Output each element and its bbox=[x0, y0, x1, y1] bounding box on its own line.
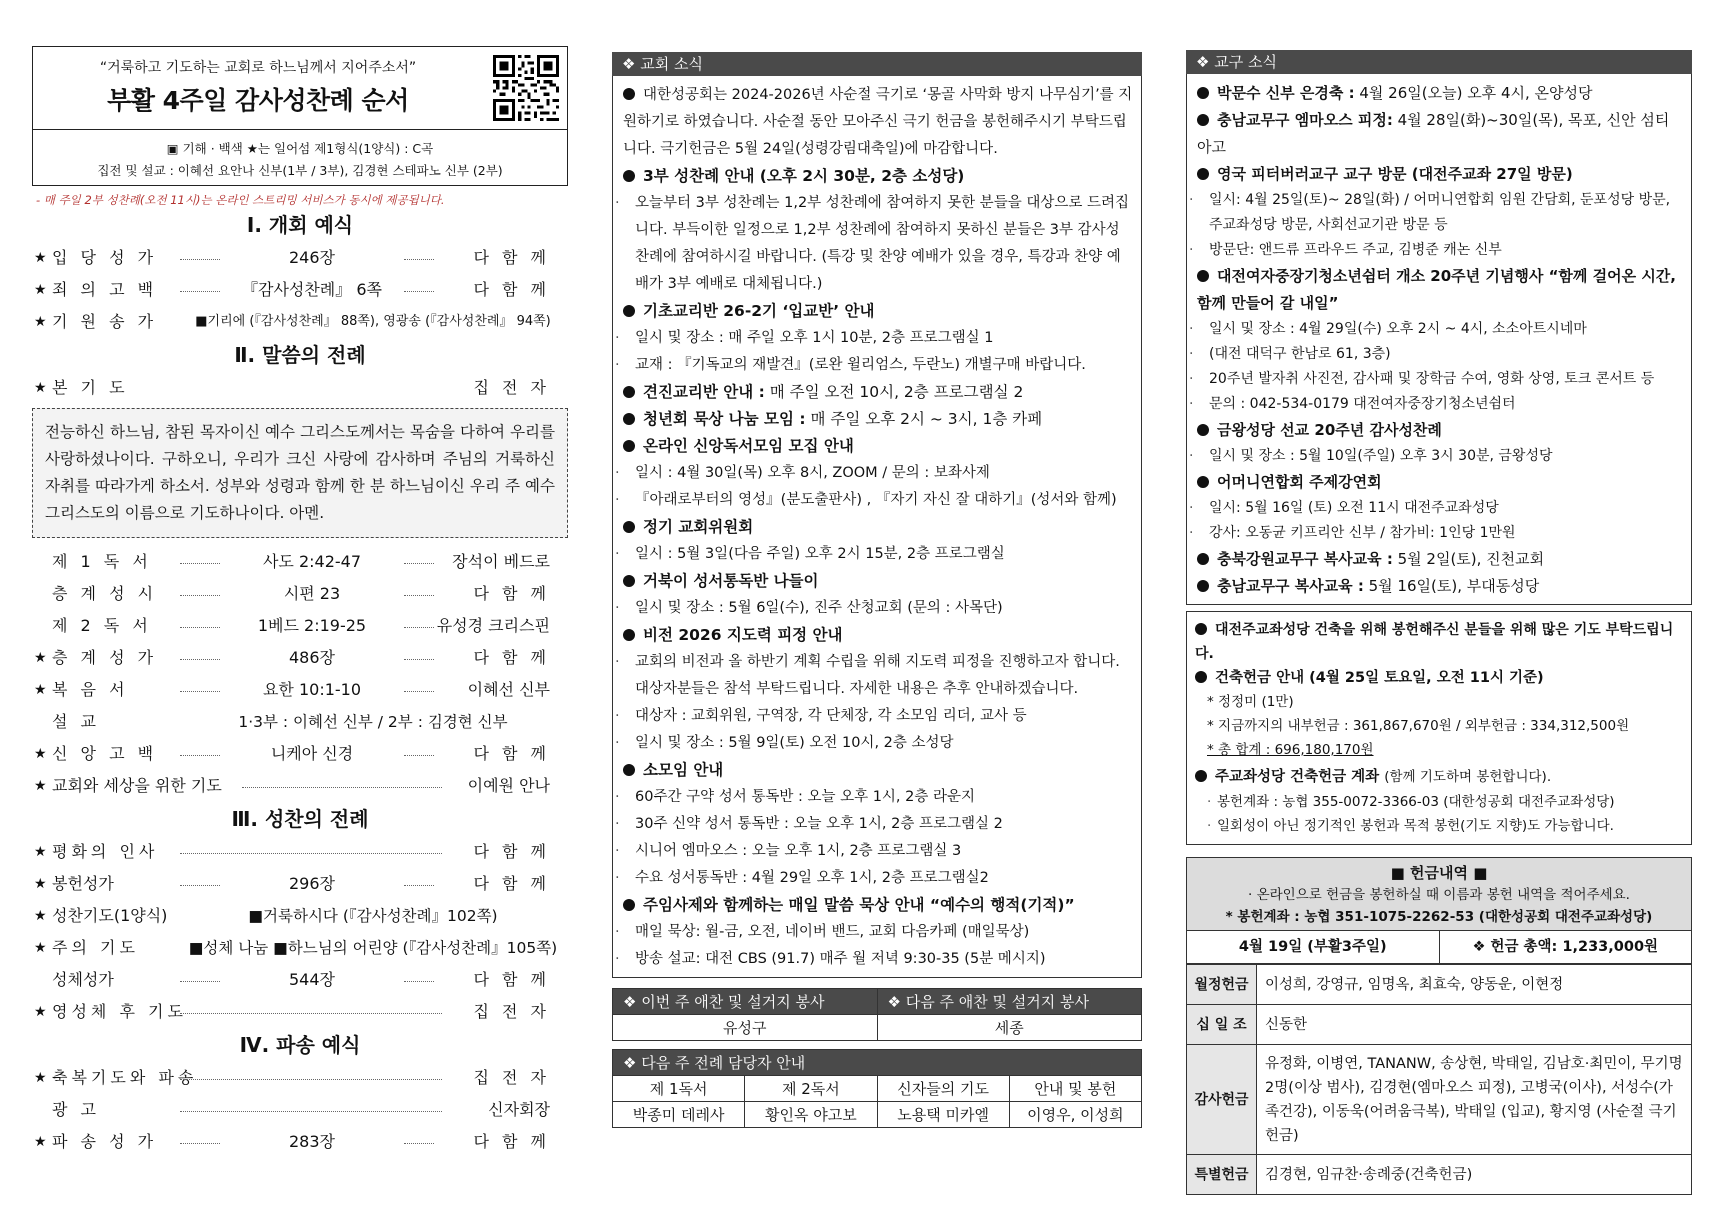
news-heading bbox=[623, 379, 1133, 406]
order-item-name: 교회와 세상을 위한 기도 bbox=[52, 776, 222, 795]
news-detail: 매 주일 오전 10시, 2층 프로그램실 2 bbox=[764, 383, 1024, 401]
account-line: · 봉헌계좌 : 농협 355-0072-3366-03 (대한성공회 대전주교좌성당) bbox=[1207, 794, 1615, 810]
diocese-news-header: ❖ 교구 소식 bbox=[1186, 50, 1692, 74]
order-item-name: 입 당 성 가 bbox=[52, 248, 158, 267]
standing-star-icon: ★ bbox=[34, 1070, 47, 1086]
news-heading bbox=[1197, 546, 1683, 573]
order-row bbox=[32, 610, 568, 642]
offering-label: 감사헌금 bbox=[1187, 1045, 1257, 1155]
news-heading bbox=[623, 406, 1133, 433]
building-fund-heading bbox=[1195, 666, 1683, 690]
order-item-leader: 다 함 께 bbox=[473, 744, 550, 763]
order-item-leader: 신자회장 bbox=[488, 1100, 550, 1119]
news-heading bbox=[623, 568, 1133, 595]
leader-dots bbox=[404, 755, 434, 756]
news-title: 박문수 신부 은경축 : bbox=[1217, 84, 1355, 102]
motto: “거룩하고 기도하는 교회로 하느님께서 지어주소서” bbox=[99, 60, 417, 76]
order-item-name: 영성체 후 기도 bbox=[52, 1002, 187, 1021]
news-line: · 방송 설교: 대전 CBS (91.7) 매주 월 저녁 9:30-35 (5분 메시지) bbox=[615, 951, 1046, 967]
order-item-leader: 집 전 자 bbox=[473, 378, 550, 397]
diocese-column bbox=[1186, 50, 1692, 1195]
order-item-leader: 다 함 께 bbox=[473, 280, 550, 299]
news-line: · 일시: 4월 25일(토)~ 28일(화) / 어머니연합회 임원 간담회, 둔포성당 방문, 주교좌성당 방문, 사회선교기관 방문 등 bbox=[1189, 192, 1671, 233]
bullet-icon bbox=[623, 88, 635, 100]
bullet-icon bbox=[1197, 580, 1209, 592]
order-item-name: 성체성가 bbox=[52, 970, 114, 989]
news-title: 영국 피터버러교구 교구 방문 (대전주교좌 27일 방문) bbox=[1217, 165, 1573, 183]
news-heading bbox=[1197, 469, 1683, 496]
order-item-name: 설 교 bbox=[52, 712, 100, 731]
section-title-3: Ⅲ. 성찬의 전례 bbox=[231, 807, 369, 831]
leader-dots bbox=[180, 595, 220, 596]
leader-dots bbox=[180, 755, 220, 756]
standing-star-icon: ★ bbox=[34, 746, 47, 762]
order-item-name: 주의 기도 bbox=[52, 938, 139, 957]
leader-dots bbox=[180, 981, 220, 982]
section-2-rows bbox=[32, 546, 568, 802]
news-line: · 30주 신약 성서 통독반 : 오늘 오후 1시, 2층 프로그램실 2 bbox=[615, 816, 1003, 832]
news-heading bbox=[623, 757, 1133, 784]
order-item-name: 기 원 송 가 bbox=[52, 312, 158, 331]
next-week-roles-table bbox=[612, 1049, 1142, 1128]
church-news-column bbox=[612, 52, 1142, 1128]
bullet-icon bbox=[1195, 623, 1207, 635]
order-row bbox=[32, 932, 568, 964]
order-item-detail: ■거룩하시다 (『감사성찬례』102쪽) bbox=[248, 907, 498, 925]
order-row bbox=[32, 674, 568, 706]
fund-line: * 지금까지의 내부헌금 : 361,867,670원 / 외부헌금 : 334,312,500원 bbox=[1207, 718, 1630, 734]
leader-dots bbox=[242, 787, 442, 788]
stream-note: - 매 주일 2부 성찬례(오전 11시)는 온라인 스트리밍 서비스가 동시에 제공됩니다. bbox=[36, 193, 445, 207]
offering-table bbox=[1186, 964, 1692, 1195]
news-detail: 매 주일 오후 2시 ~ 3시, 1층 카페 bbox=[805, 410, 1043, 428]
order-row bbox=[32, 306, 568, 338]
leader-dots bbox=[404, 627, 434, 628]
news-line: · 수요 성서통독반 : 4월 29일 오후 1시, 2층 프로그램실2 bbox=[615, 870, 989, 886]
news-detail: 4월 26일(오늘) 오후 4시, 온양성당 bbox=[1354, 84, 1593, 102]
news-heading bbox=[1197, 107, 1683, 161]
info-line-1: ▣ 기해 · 백색 ★는 일어섬 제1형식(1양식) : C곡 bbox=[166, 141, 434, 156]
collect-prayer: 전능하신 하느님, 참된 목자이신 예수 그리스도께서는 목숨을 다하여 우리를 사랑하셨나이다. 구하오니, 우리가 크신 사랑에 감사하며 주님의 거룩하신 자취를 따라가게 하소서. 성부와 성령과 함께 한 분 하느님이신 우리 주 예수 그리스도의 이름으로 기도하나이다. 아멘. bbox=[32, 408, 568, 538]
news-detail: 5월 2일(토), 진천교회 bbox=[1392, 550, 1545, 568]
offering-label: 십 일 조 bbox=[1187, 1005, 1257, 1045]
offering-label: 특별헌금 bbox=[1187, 1155, 1257, 1195]
order-item-leader: 다 함 께 bbox=[473, 970, 550, 989]
role-header: 제 1독서 bbox=[613, 1076, 745, 1102]
leader-dots bbox=[404, 1143, 434, 1144]
offering-names: 이성희, 강영규, 임명옥, 최효숙, 양동운, 이현정 bbox=[1257, 965, 1692, 1005]
order-row bbox=[32, 546, 568, 578]
order-item-leader: 다 함 께 bbox=[473, 874, 550, 893]
title-box bbox=[32, 46, 568, 130]
altar-duty-table bbox=[612, 988, 1142, 1041]
news-title: 대한성공회는 2024-2026년 사순절 극기로 ‘몽골 사막화 방지 나무심기’를 지원하기로 하였습니다. 사순절 동안 모아주신 극기 헌금을 봉헌해주시기 부탁드립니다. 극기헌금은 5월 24일(성령강림대축일)에 마감합니다. bbox=[623, 87, 1133, 157]
page-title: 부활 4주일 감사성찬례 순서 bbox=[107, 86, 409, 115]
order-column bbox=[32, 46, 568, 1158]
order-row bbox=[32, 578, 568, 610]
building-fund-title: 건축헌금 안내 bbox=[1215, 670, 1305, 686]
offering-account: * 봉헌계좌 : 농협 351-1075-2262-53 (대한성공회 대전주교좌성당) bbox=[1225, 909, 1653, 925]
standing-star-icon: ★ bbox=[34, 908, 47, 924]
order-item-detail: 1·3부 : 이혜선 신부 / 2부 : 김경현 신부 bbox=[238, 713, 508, 731]
order-item-name: 평화의 인사 bbox=[52, 842, 159, 861]
role-header: 신자들의 기도 bbox=[877, 1076, 1009, 1102]
order-item-name: 복 음 서 bbox=[52, 680, 129, 699]
order-item-leader: 유성경 크리스핀 bbox=[436, 616, 550, 635]
offering-title: ■ 헌금내역 ■ bbox=[1390, 864, 1488, 882]
leader-dots bbox=[180, 291, 220, 292]
leader-dots bbox=[180, 691, 220, 692]
role-header: 안내 및 봉헌 bbox=[1009, 1076, 1141, 1102]
order-item-detail: 246장 bbox=[289, 248, 335, 267]
news-title: 충남교무구 엠마오스 피정: bbox=[1217, 111, 1393, 129]
next-week-duty: 세종 bbox=[877, 1015, 1142, 1041]
order-item-detail: ■성체 나눔 ■하느님의 어린양 (『감사성찬례』105쪽) bbox=[188, 939, 558, 957]
news-title: 충남교무구 복사교육 : bbox=[1217, 577, 1364, 595]
order-row bbox=[32, 706, 568, 738]
offering-label: 월정헌금 bbox=[1187, 965, 1257, 1005]
leader-dots bbox=[180, 853, 442, 854]
order-row bbox=[32, 868, 568, 900]
news-title: 정기 교회위원회 bbox=[643, 518, 754, 536]
news-heading bbox=[1197, 417, 1683, 444]
news-heading bbox=[623, 514, 1133, 541]
church-news-header: ❖ 교회 소식 bbox=[612, 52, 1142, 76]
role-person: 박종미 데레사 bbox=[613, 1102, 745, 1128]
order-item-detail: 요한 10:1-10 bbox=[262, 680, 362, 699]
bullet-icon bbox=[1195, 671, 1207, 683]
order-row bbox=[32, 900, 568, 932]
news-line: · 『아래로부터의 영성』(분도출판사) , 『자기 자신 잘 대하기』(성서와 함께) bbox=[615, 492, 1117, 508]
news-line: · (대전 대덕구 한남로 61, 3층) bbox=[1189, 346, 1391, 362]
standing-star-icon: ★ bbox=[34, 1134, 47, 1150]
order-item-name: 죄 의 고 백 bbox=[52, 280, 158, 299]
leader-dots bbox=[404, 563, 434, 564]
news-title: 견진교리반 안내 : bbox=[643, 383, 765, 401]
next-week-roles-title: ❖ 다음 주 전례 담당자 안내 bbox=[613, 1050, 1142, 1076]
order-item-name: 파 송 성 가 bbox=[52, 1132, 158, 1151]
news-line: · 일시 및 장소 : 매 주일 오후 1시 10분, 2층 프로그램실 1 bbox=[615, 330, 994, 346]
order-item-leader: 다 함 께 bbox=[473, 842, 550, 861]
building-fund-date: (4월 25일 토요일, 오전 11시 기준) bbox=[1309, 670, 1544, 686]
order-row bbox=[32, 738, 568, 770]
order-item-detail: 1베드 2:19-25 bbox=[257, 616, 367, 635]
news-line: · 일시: 5월 16일 (토) 오전 11시 대전주교좌성당 bbox=[1189, 500, 1499, 516]
offering-summary bbox=[1187, 930, 1691, 963]
order-item-detail: 544장 bbox=[289, 970, 335, 989]
news-line: · 시니어 엠마오스 : 오늘 오후 1시, 2층 프로그램실 3 bbox=[615, 843, 962, 859]
news-heading bbox=[1197, 80, 1683, 107]
bullet-icon bbox=[1197, 168, 1209, 180]
news-title: 충북강원교무구 복사교육 : bbox=[1217, 550, 1393, 568]
order-item-detail: 『감사성찬례』 6쪽 bbox=[241, 280, 382, 299]
bullet-icon bbox=[623, 521, 635, 533]
news-line: · 일시 및 장소 : 5월 10일(주일) 오후 3시 30분, 금왕성당 bbox=[1189, 448, 1553, 464]
news-line: · 60주간 구약 성서 통독반 : 오늘 오후 1시, 2층 라운지 bbox=[615, 789, 976, 805]
order-item-name: 축복기도와 파송 bbox=[52, 1068, 198, 1087]
order-item-detail: 니케아 신경 bbox=[270, 744, 354, 763]
news-title: 청년회 묵상 나눔 모임 : bbox=[643, 410, 806, 428]
info-box bbox=[32, 130, 568, 186]
leader-dots bbox=[404, 981, 434, 982]
leader-dots bbox=[180, 885, 220, 886]
news-heading bbox=[623, 622, 1133, 649]
order-row bbox=[32, 242, 568, 274]
order-item-leader: 장석이 베드로 bbox=[452, 552, 550, 571]
news-heading bbox=[623, 82, 1133, 163]
order-row bbox=[32, 996, 568, 1028]
building-prayer-request bbox=[1195, 618, 1683, 666]
order-row bbox=[32, 1062, 568, 1094]
news-heading bbox=[1197, 161, 1683, 188]
news-title: 어머니연합회 주제강연회 bbox=[1217, 473, 1382, 491]
this-week-duty: 유성구 bbox=[613, 1015, 878, 1041]
order-row bbox=[32, 642, 568, 674]
order-item-leader: 다 함 께 bbox=[473, 648, 550, 667]
news-heading bbox=[623, 298, 1133, 325]
news-line: · 방문단: 앤드류 프라우드 주교, 김병준 캐논 신부 bbox=[1189, 242, 1502, 258]
bullet-icon bbox=[1195, 770, 1207, 782]
order-row bbox=[32, 1094, 568, 1126]
news-title: 거북이 성서통독반 나들이 bbox=[643, 572, 819, 590]
leader-dots bbox=[180, 627, 220, 628]
order-item-name: 제 1 독 서 bbox=[52, 552, 152, 571]
order-item-name: 광 고 bbox=[52, 1100, 100, 1119]
order-row bbox=[32, 1126, 568, 1158]
news-title: 소모임 안내 bbox=[643, 761, 724, 779]
bullet-icon bbox=[623, 899, 635, 911]
leader-dots bbox=[404, 259, 434, 260]
news-heading bbox=[623, 892, 1133, 919]
news-line: · 일시 : 5월 3일(다음 주일) 오후 2시 15분, 2층 프로그램실 bbox=[615, 546, 1005, 562]
order-item-name: 신 앙 고 백 bbox=[52, 744, 158, 763]
bullet-icon bbox=[623, 413, 635, 425]
order-row bbox=[32, 964, 568, 996]
standing-star-icon: ★ bbox=[34, 682, 47, 698]
news-title: 온라인 신앙독서모임 모집 안내 bbox=[643, 437, 854, 455]
section-1-rows bbox=[32, 242, 568, 338]
bullet-icon bbox=[1197, 476, 1209, 488]
leader-dots bbox=[404, 659, 434, 660]
bullet-icon bbox=[623, 764, 635, 776]
news-line: · 대상자 : 교회위원, 구역장, 각 단체장, 각 소모임 리더, 교사 등 bbox=[615, 708, 1027, 724]
order-item-name: 성찬기도(1양식) bbox=[52, 906, 168, 925]
leader-dots bbox=[180, 1111, 442, 1112]
role-person: 이영우, 이성희 bbox=[1009, 1102, 1141, 1128]
bullet-icon bbox=[1197, 114, 1209, 126]
standing-star-icon: ★ bbox=[34, 1004, 47, 1020]
order-item-detail: 사도 2:42-47 bbox=[262, 552, 362, 571]
order-item-name: 층 계 성 시 bbox=[52, 584, 158, 603]
news-title: 비전 2026 지도력 피정 안내 bbox=[643, 626, 843, 644]
offering-date: 4월 19일 (부활3주일) bbox=[1187, 931, 1439, 964]
news-line: · 문의 : 042-534-0179 대전여자중장기청소년쉼터 bbox=[1189, 396, 1516, 412]
bullet-icon bbox=[623, 305, 635, 317]
leader-dots bbox=[404, 291, 434, 292]
news-heading bbox=[623, 163, 1133, 190]
leader-dots bbox=[404, 595, 434, 596]
news-title: 3부 성찬례 안내 (오후 2시 30분, 2층 소성당) bbox=[643, 167, 965, 185]
order-row bbox=[32, 770, 568, 802]
section-title-2: Ⅱ. 말씀의 전례 bbox=[234, 343, 366, 367]
order-item-detail: 296장 bbox=[289, 874, 335, 893]
standing-star-icon: ★ bbox=[34, 876, 47, 892]
order-row bbox=[32, 372, 568, 404]
fund-line: * 정정미 (1만) bbox=[1207, 694, 1294, 710]
leader-dots bbox=[180, 259, 220, 260]
offering-note: · 온라인으로 헌금을 봉헌하실 때 이름과 봉헌 내역을 적어주세요. bbox=[1248, 887, 1630, 903]
role-person: 노용택 미카엘 bbox=[877, 1102, 1009, 1128]
leader-dots bbox=[180, 1013, 442, 1014]
bullet-icon bbox=[623, 575, 635, 587]
offering-names: 김경현, 임규찬·송례중(건축헌금) bbox=[1257, 1155, 1692, 1195]
account-line: · 일회성이 아닌 정기적인 봉헌과 목적 봉헌(기도 지향)도 가능합니다. bbox=[1207, 818, 1614, 834]
standing-star-icon: ★ bbox=[34, 282, 47, 298]
next-week-duty-label: ❖ 다음 주 애찬 및 설거지 봉사 bbox=[877, 989, 1142, 1015]
standing-star-icon: ★ bbox=[34, 650, 47, 666]
bullet-icon bbox=[623, 170, 635, 182]
building-prayer-text: 대전주교좌성당 건축을 위해 봉헌해주신 분들을 위해 많은 기도 부탁드립니다. bbox=[1195, 622, 1674, 662]
offering-names: 유정화, 이병연, TANANW, 송상현, 박태일, 김남호·최민이, 무기명 2명(이상 범사), 김경현(엠마오스 피정), 고병국(이사), 서성수(가족건강), 이동욱(어려움극복), 박태일 (입교), 황지영 (사순절 극기헌금) bbox=[1257, 1045, 1692, 1155]
order-row bbox=[32, 836, 568, 868]
order-item-leader: 다 함 께 bbox=[473, 584, 550, 603]
news-line: · 강사: 오동균 키프리안 신부 / 참가비: 1인당 1만원 bbox=[1189, 525, 1516, 541]
building-fund-box bbox=[1186, 611, 1692, 845]
standing-star-icon: ★ bbox=[34, 314, 47, 330]
role-person: 황인옥 야고보 bbox=[745, 1102, 877, 1128]
news-line: · 일시 및 장소 : 5월 9일(토) 오전 10시, 2층 소성당 bbox=[615, 735, 954, 751]
standing-star-icon: ★ bbox=[34, 940, 47, 956]
news-title: 대전여자중장기청소년쉼터 개소 20주년 기념행사 “함께 걸어온 시간, 함께 만들어 갈 내일” bbox=[1197, 267, 1676, 312]
news-line: · 일시 : 4월 30일(목) 오후 8시, ZOOM / 문의 : 보좌사제 bbox=[615, 465, 990, 481]
news-title: 기초교리반 26-2기 ‘입교반’ 안내 bbox=[643, 302, 875, 320]
qr-code-icon[interactable] bbox=[493, 55, 559, 121]
leader-dots bbox=[180, 563, 220, 564]
section-3-rows bbox=[32, 836, 568, 1028]
order-item-leader: 집 전 자 bbox=[473, 1068, 550, 1087]
account-title: 주교좌성당 건축헌금 계좌 bbox=[1215, 769, 1380, 785]
standing-star-icon: ★ bbox=[34, 778, 47, 794]
account-heading bbox=[1195, 764, 1683, 790]
order-item-leader: 이예원 안나 bbox=[467, 776, 550, 795]
leader-dots bbox=[404, 885, 434, 886]
section-title-1: Ⅰ. 개회 예식 bbox=[246, 213, 354, 237]
leader-dots bbox=[180, 659, 220, 660]
news-title: 금왕성당 선교 20주년 감사성찬례 bbox=[1217, 421, 1442, 439]
bullet-icon bbox=[623, 629, 635, 641]
bullet-icon bbox=[623, 386, 635, 398]
leader-dots bbox=[180, 1143, 220, 1144]
order-item-leader: 다 함 께 bbox=[473, 1132, 550, 1151]
order-item-detail: 시편 23 bbox=[283, 584, 341, 603]
news-detail: 5월 16일(토), 부대동성당 bbox=[1363, 577, 1540, 595]
standing-star-icon: ★ bbox=[34, 844, 47, 860]
diocese-news-box bbox=[1186, 74, 1692, 605]
news-heading bbox=[623, 433, 1133, 460]
news-line: · 20주년 발자취 사진전, 감사패 및 장학금 수여, 영화 상영, 토크 콘서트 등 bbox=[1189, 371, 1655, 387]
news-detail: 4월 28일(화)~30일(목), 목포, 신안 섬티아고 bbox=[1197, 111, 1670, 156]
order-item-leader: 집 전 자 bbox=[473, 1002, 550, 1021]
standing-star-icon: ★ bbox=[34, 380, 47, 396]
news-line: · 일시 및 장소 : 5월 6일(수), 진주 산청교회 (문의 : 사목단) bbox=[615, 600, 1003, 616]
news-heading bbox=[1197, 573, 1683, 600]
account-note: (함께 기도하며 봉헌합니다). bbox=[1384, 769, 1552, 785]
news-line: · 매일 묵상: 월-금, 오전, 네이버 밴드, 교회 다음카페 (매일묵상) bbox=[615, 924, 1030, 940]
order-item-name: 봉헌성가 bbox=[52, 874, 114, 893]
this-week-duty-label: ❖ 이번 주 애찬 및 설거지 봉사 bbox=[613, 989, 878, 1015]
order-item-detail: 486장 bbox=[289, 648, 335, 667]
news-line: · 오늘부터 3부 성찬례는 1,2부 성찬례에 참여하지 못한 분들을 대상으로 드려집니다. 부득이한 일정으로 1,2부 성찬례에 참여하지 못하신 분들은 3부 감사성찬례에 참여하시길 바랍니다. (특강 및 찬양 예배가 있을 경우, 특강과 찬양 예배가 3부 예배로 대체됩니다.) bbox=[615, 195, 1129, 292]
section-4-rows bbox=[32, 1062, 568, 1158]
offering-total: ❖ 헌금 총액: 1,233,000원 bbox=[1439, 931, 1691, 964]
order-item-leader: 다 함 께 bbox=[473, 248, 550, 267]
order-row bbox=[32, 274, 568, 306]
bullet-icon bbox=[623, 440, 635, 452]
bullet-icon bbox=[1197, 553, 1209, 565]
fund-total: * 총 합계 : 696,180,170원 bbox=[1207, 742, 1374, 758]
bullet-icon bbox=[1197, 270, 1209, 282]
offering-header bbox=[1186, 857, 1692, 964]
bullet-icon bbox=[1197, 87, 1209, 99]
leader-dots bbox=[404, 691, 434, 692]
order-item-detail: ■기리에 (『감사성찬례』 88쪽), 영광송 (『감사성찬례』 94쪽) bbox=[195, 314, 551, 329]
bullet-icon bbox=[1197, 424, 1209, 436]
order-item-detail: 283장 bbox=[289, 1132, 335, 1151]
order-item-leader: 이혜선 신부 bbox=[467, 680, 550, 699]
offering-names: 신동한 bbox=[1257, 1005, 1692, 1045]
news-title: 주임사제와 함께하는 매일 말씀 묵상 안내 “예수의 행적(기적)” bbox=[643, 896, 1075, 914]
info-line-2: 집전 및 설교 : 이혜선 요안나 신부(1부 / 3부), 김경현 스테파노 신부 (2부) bbox=[97, 163, 503, 178]
church-news-box bbox=[612, 76, 1142, 978]
order-item-name: 본 기 도 bbox=[52, 378, 129, 397]
news-heading bbox=[1197, 263, 1683, 317]
news-line: · 교회의 비전과 올 하반기 계획 수립을 위해 지도력 피정을 진행하고자 합니다. 대상자분들은 참석 부탁드립니다. 자세한 내용은 추후 안내하겠습니다. bbox=[615, 654, 1120, 697]
order-item-name: 제 2 독 서 bbox=[52, 616, 152, 635]
order-item-name: 층 계 성 가 bbox=[52, 648, 158, 667]
role-header: 제 2독서 bbox=[745, 1076, 877, 1102]
leader-dots bbox=[180, 1079, 442, 1080]
section-title-4: Ⅳ. 파송 예식 bbox=[239, 1033, 361, 1057]
standing-star-icon: ★ bbox=[34, 250, 47, 266]
news-line: · 교재 : 『기독교의 재발견』(로완 윌리엄스, 두란노) 개별구매 바랍니다. bbox=[615, 357, 1086, 373]
news-line: · 일시 및 장소 : 4월 29일(수) 오후 2시 ~ 4시, 소소아트시네마 bbox=[1189, 321, 1587, 337]
